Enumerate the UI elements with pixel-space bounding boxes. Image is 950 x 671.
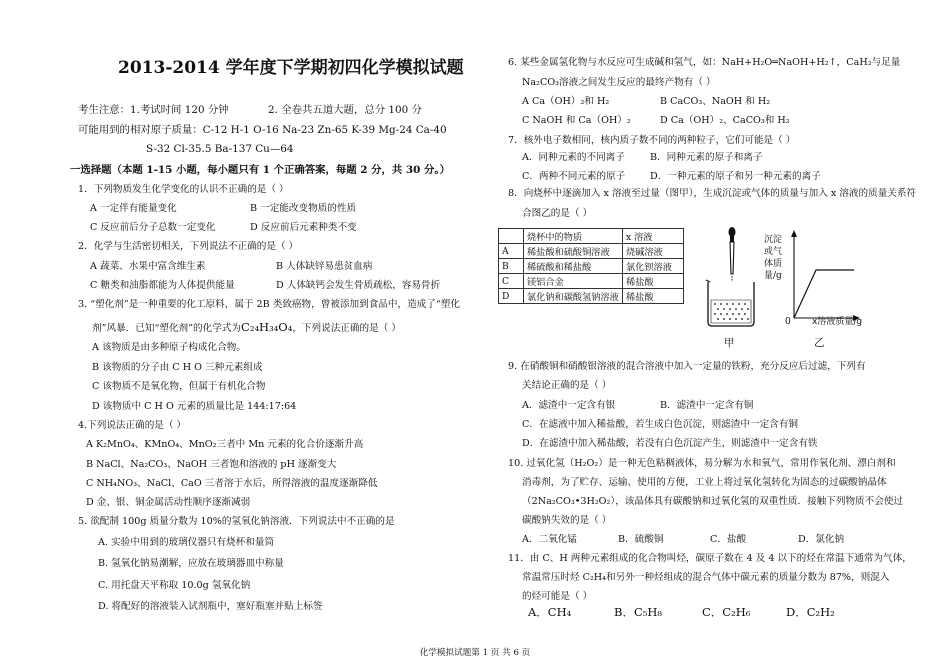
table-row: D 氯化钠和碳酸氢钠溶液 稀盐酸 (499, 289, 684, 304)
q6-stem-line1: 6. 某些金属氢化物与水反应可生成碱和氢气，如：NaH+H₂O═NaOH+H₂↑，CaH₂与足量 (508, 57, 901, 68)
q5-option-d: D. 将配好的溶液装入试剂瓶中，塞好瓶塞并贴上标签 (98, 601, 323, 612)
q7-option-b: B．同种元素的原子和离子 (650, 152, 763, 163)
atomic-masses-line1: 可能用到的相对原子质量：C-12 H-1 O-16 Na-23 Zn-65 K-39 Mg-24 Ca-40 (78, 124, 447, 136)
q6-stem-line2: Na₂CO₃溶液之间发生反应的最终产物有（ ） (522, 77, 716, 88)
q4-option-d: D 金、银、铜金属活动性顺序逐渐减弱 (86, 497, 251, 508)
mass-relation-graph (786, 228, 862, 324)
q8-stem-line1: 8．向烧杯中逐滴加入 x 溶液至过量（图甲），生成沉淀或气体的质量与加入 x 溶液的质量关系符 (508, 188, 917, 199)
q11-stem-line3: 的烃可能是（ ） (522, 591, 593, 602)
q11-stem-line1: 11．由 C、H 两种元素组成的化合物叫烃，碳原子数在 4 及 4 以下的烃在常温下通常为气体， (508, 553, 912, 564)
q11-option-a: A．CH₄ (528, 605, 572, 619)
q11-option-c: C．C₂H₆ (702, 605, 751, 619)
q8-stem-line2: 合图乙的是（ ） (522, 208, 593, 219)
table-header-cell: x 溶液 (623, 229, 684, 244)
graph-curve (794, 270, 854, 318)
q7-option-a: A．同种元素的不同离子 (522, 152, 625, 163)
beaker-icon (706, 280, 754, 326)
q3-stem-line1: 3. “塑化剂”是一种重要的化工原料，属于 2B 类致癌物，曾被添加到食品中，造成了“塑化 (78, 299, 460, 310)
q1-stem: 1．下列物质发生化学变化的认识不正确的是（ ） (78, 184, 289, 195)
q1-option-a: A 一定伴有能量变化 (90, 203, 177, 214)
q11-stem-line2: 常温常压时烃 C₂H₄和另外一种烃组成的混合气体中碳元素的质量分数为 87%，则混入 (522, 572, 890, 583)
table-header-row (499, 229, 684, 244)
table-row: B 稀硫酸和稀盐酸 氯化钡溶液 (499, 259, 684, 274)
q5-stem: 5. 欲配制 100g 质量分数为 10%的氢氧化钠溶液．下列说法中不正确的是 (78, 516, 395, 527)
q6-option-d: D Ca（OH）₂、CaCO₃和 H₂ (660, 115, 790, 126)
section-heading: 一选择题（本题 1-15 小题，每小题只有 1 个正确答案，每题 2 分，共 30 分。） (70, 164, 450, 176)
q6-option-b: B CaCO₃、NaOH 和 H₂ (660, 96, 771, 107)
q8-options-table (498, 228, 684, 304)
q10-option-b: B．硫酸铜 (618, 534, 664, 545)
q9-option-d: D．在滤渣中加入稀盐酸，若没有白色沉淀产生，则滤渣中一定含有铁 (522, 438, 818, 449)
q3-option-c: C 该物质不是氧化物，但属于有机化合物 (92, 381, 266, 392)
q5-option-a: A. 实验中用到的玻璃仪器只有烧杯和量筒 (98, 537, 275, 548)
q11-option-b: B．C₅H₈ (614, 605, 662, 619)
table-header-cell: 烧杯中的物质 (524, 229, 623, 244)
q3-option-a: A 该物质是由多种原子构成化合物。 (92, 342, 246, 353)
figure-b-label: 乙 (814, 337, 825, 349)
q10-stem-line4: 碳酸钠失效的是（ ） (522, 515, 612, 526)
graph-ylabel: 沉淀 或气 体质 量/g (764, 235, 783, 281)
atomic-masses-line2: S-32 Cl-35.5 Ba-137 Cu—64 (146, 143, 294, 155)
q4-option-a: A K₂MnO₄、KMnO₄、MnO₂三者中 Mn 元素的化合价逐渐升高 (86, 439, 364, 450)
q2-option-c: C 糖类和油脂都能为人体提供能量 (90, 280, 235, 291)
q1-option-d: D 反应前后元素种类不变 (250, 222, 357, 233)
graph-origin: 0 (785, 317, 791, 327)
q1-option-b: B 一定能改变物质的性质 (250, 203, 357, 214)
exam-notice-score: 2. 全卷共五道大题，总分 100 分 (268, 104, 422, 116)
q2-option-d: D 人体缺钙会发生骨质疏松，容易骨折 (276, 280, 441, 291)
q9-stem-line2: 关结论正确的是（ ） (522, 380, 612, 391)
q2-option-b: B 人体缺锌易患贫血病 (276, 261, 373, 272)
q10-stem-line1: 10. 过氧化氢（H₂O₂）是一种无色粘稠液体，易分解为水和氧气，常用作氧化剂、漂白剂和 (508, 458, 896, 469)
q7-stem: 7．核外电子数相同，核内质子数不同的两种粒子，它们可能是（ ） (508, 135, 796, 146)
q5-option-b: B. 氢氧化钠易潮解，应放在玻璃器皿中称量 (98, 558, 284, 569)
q10-option-a: A．二氧化锰 (522, 534, 577, 545)
exam-notice: 考生注意：1.考试时间 120 分钟 (78, 104, 229, 116)
q1-option-c: C 反应前后分子总数一定变化 (90, 222, 216, 233)
q6-option-a: A Ca（OH）₂和 H₂ (522, 96, 610, 107)
figure-a-label: 甲 (724, 337, 735, 349)
dropper-icon (729, 227, 736, 282)
q10-option-d: D．氯化钠 (798, 534, 845, 545)
q7-option-d: D．一种元素的原子和另一种元素的离子 (650, 171, 821, 182)
q9-option-a: A．滤渣中一定含有银 (522, 400, 616, 411)
q3-option-b: B 该物质的分子由 C H O 三种元素组成 (92, 362, 263, 373)
q2-stem: 2．化学与生活密切相关，下列说法不正确的是（ ） (78, 241, 299, 252)
table-row: C 镁铝合金 稀盐酸 (499, 274, 684, 289)
exam-title: 2013-2014 学年度下学期初四化学模拟试题 (118, 58, 464, 78)
q5-option-c: C. 用托盘天平称取 10.0g 氢氧化钠 (98, 580, 251, 591)
q4-option-b: B NaCl、Na₂CO₃、NaOH 三者饱和溶液的 pH 逐渐变大 (86, 459, 337, 470)
table-row: A 稀盐酸和硫酸铜溶液 烧碱溶液 (499, 244, 684, 259)
q3-option-d: D 该物质中 C H O 元素的质量比是 144:17:64 (92, 401, 297, 412)
q9-option-b: B．滤渣中一定含有铜 (660, 400, 754, 411)
q3-stem-line2: 剂”风暴．已知“塑化剂”的化学式为C₂₄H₃₄O₄，下列说法正确的是（ ） (92, 320, 401, 334)
page-footer: 化学模拟试题第 1 页 共 6 页 (419, 648, 531, 658)
q6-option-c: C NaOH 和 Ca（OH）₂ (522, 115, 631, 126)
q9-option-c: C．在滤液中加入稀盐酸，若生成白色沉淀，则滤渣中一定含有铜 (522, 419, 798, 430)
q7-option-c: C．两种不同元素的原子 (522, 171, 626, 182)
q10-stem-line3: （2Na₂CO₃•3H₂O₂），该晶体具有碳酸钠和过氧化氢的双重性质．接触下列物质不会使过 (522, 496, 904, 507)
q9-stem-line1: 9. 在硝酸铜和硝酸银溶液的混合溶液中加入一定量的铁粉，充分反应后过滤，下列有 (508, 361, 866, 372)
beaker-dropper-figure (696, 224, 766, 330)
graph-xlabel: x溶液质量/g (812, 317, 863, 327)
q4-stem: 4.下列说法正确的是（ ） (78, 420, 187, 431)
q10-stem-line2: 消毒剂，为了贮存、运输、使用的方便，工业上将过氧化氢转化为固态的过碳酸钠晶体 (522, 477, 887, 488)
q4-option-c: C NH₄NO₃、NaCl、CaO 三者溶于水后，所得溶液的温度逐渐降低 (86, 478, 378, 489)
q10-option-c: C．盐酸 (710, 534, 747, 545)
graph-y-arrow (791, 230, 797, 237)
q11-option-d: D．C₂H₂ (786, 605, 835, 619)
q2-option-a: A 蔬菜、水果中富含维生素 (90, 261, 206, 272)
q3-formula: C₂₄H₃₄O₄ (241, 320, 293, 334)
